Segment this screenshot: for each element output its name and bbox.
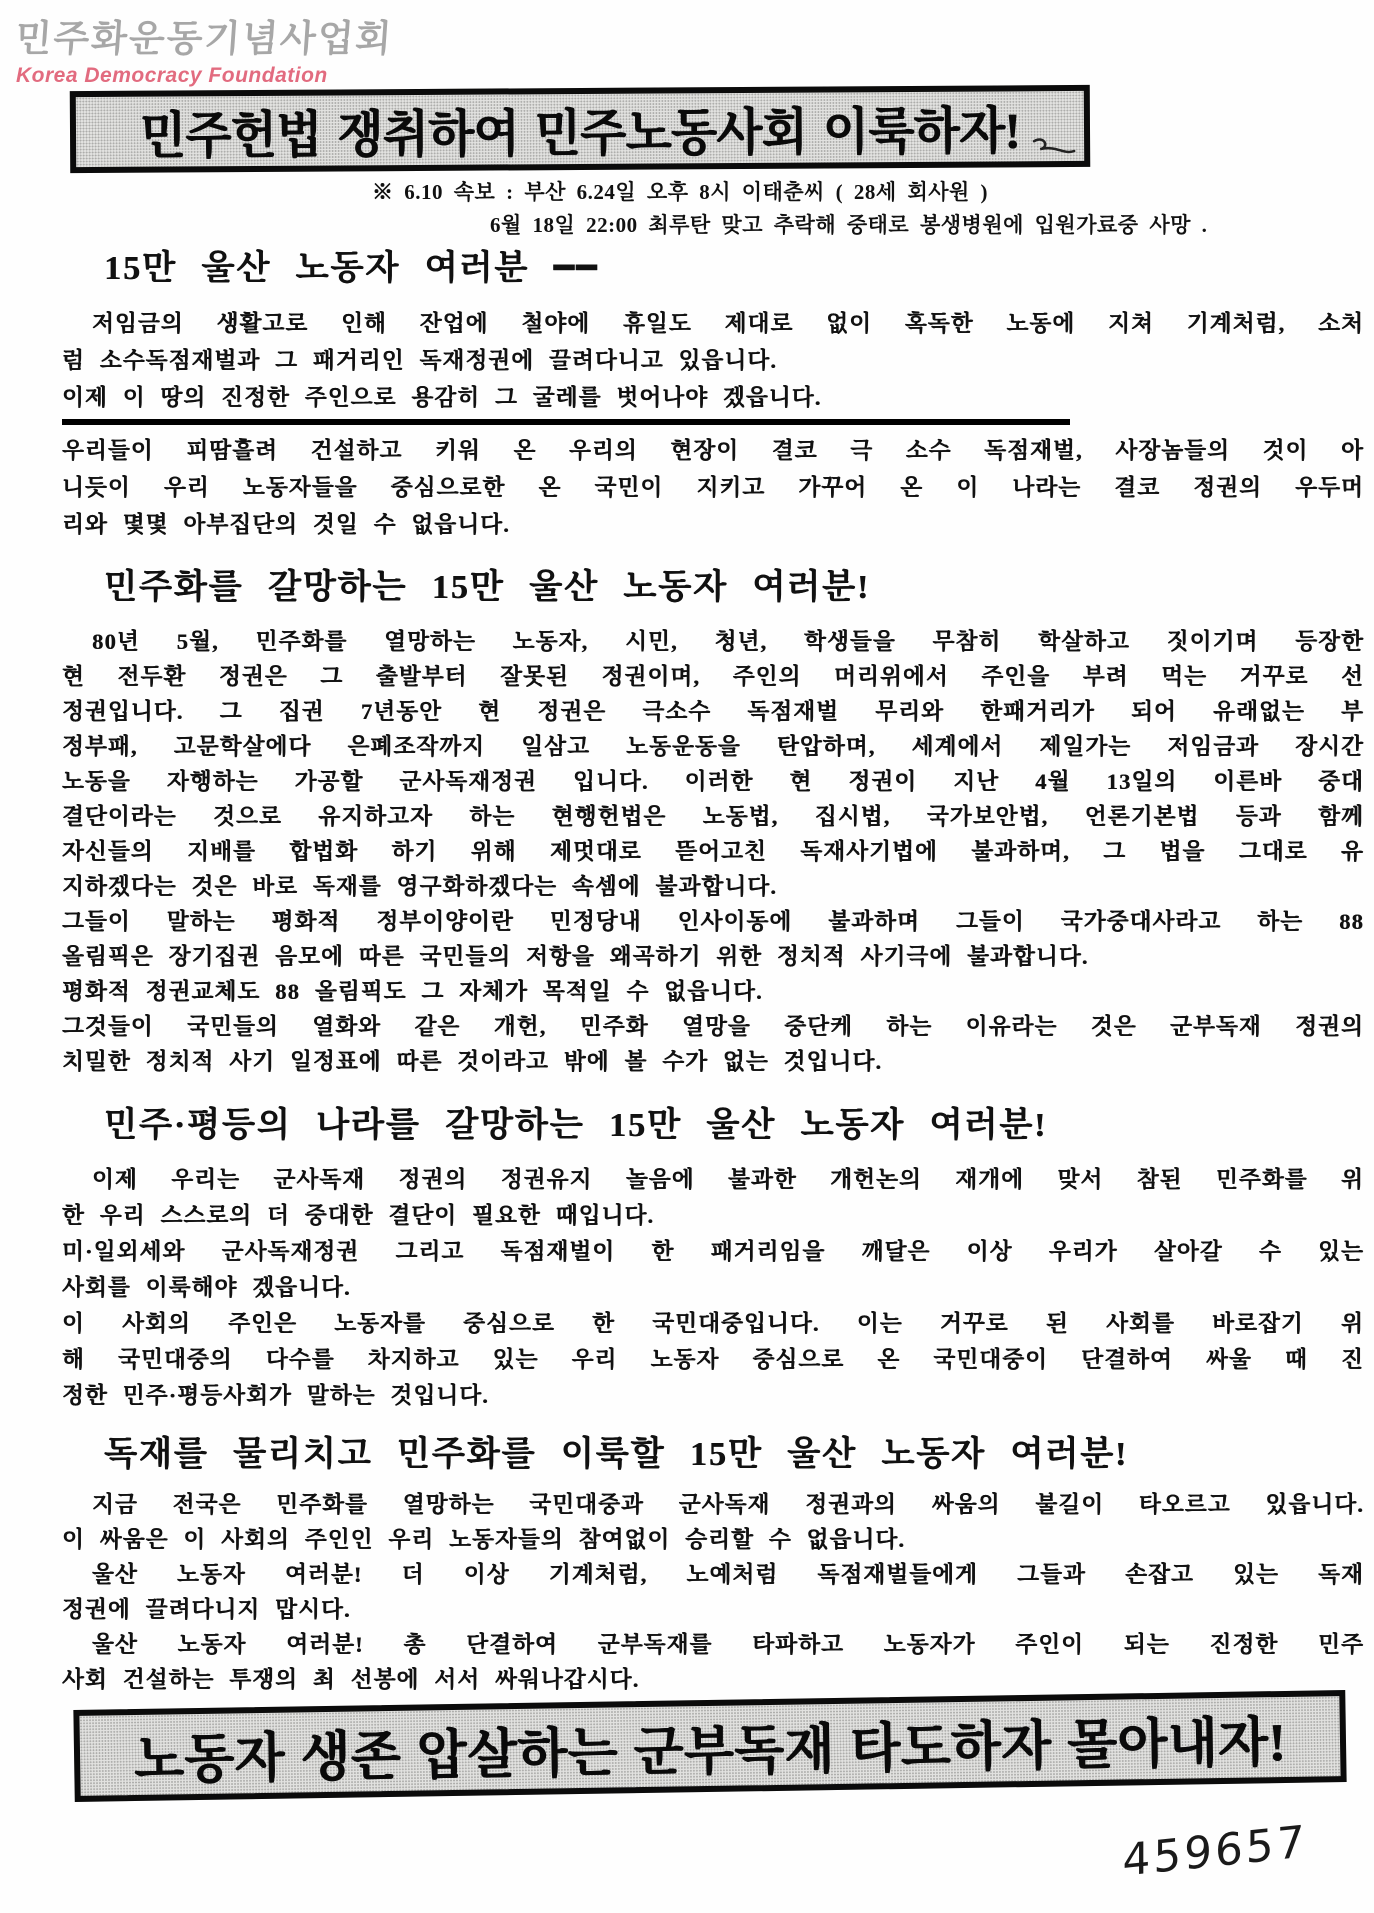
body-line: 미·일외세와 군사독재정권 그리고 독점재벌이 한 패거리임을 깨달은 이상 우리가 살아갈 수 있는	[62, 1239, 1364, 1264]
body-line: 그것들이 국민들의 열화와 같은 개헌, 민주화 열망을 중단케 하는 이유라는 것은 군부독재 정권의	[62, 1014, 1364, 1039]
body-line: 이 싸움은 이 사회의 주인인 우리 노동자들의 참여없이 승리할 수 없읍니다.	[62, 1527, 906, 1552]
body-line: 저임금의 생활고로 인해 잔업에 철야에 휴일도 제대로 없이 혹독한 노동에 지쳐 기계처럼, 소처	[92, 311, 1364, 336]
archive-logo	[16, 8, 393, 88]
logo-english-text: Korea Democracy Foundation	[16, 64, 328, 87]
body-line: 그들이 말하는 평화적 정부이양이란 민정당내 인사이동에 불과하며 그들이 국가중대사라고 하는 88	[62, 909, 1364, 934]
body-line: 해 국민대중의 다수를 차지하고 있는 우리 노동자 중심으로 온 국민대중이 단결하여 싸울 때 진	[62, 1347, 1364, 1372]
body-line: 결단이라는 것으로 유지하고자 하는 현행헌법은 노동법, 집시법, 국가보안법, 언론기본법 등과 함께	[62, 804, 1364, 829]
bulletin-note-line1: ※ 6.10 속보 : 부산 6.24일 오후 8시 이태춘씨 ( 28세 회사원 )	[372, 180, 989, 204]
body-line-underlined: 이제 이 땅의 진정한 주인으로 용감히 그 굴레를 벗어나야 겠읍니다.	[62, 379, 1070, 425]
section-heading-3: 민주·평등의 나라를 갈망하는 15만 울산 노동자 여러분!	[104, 1107, 1048, 1144]
body-line: 사회를 이룩해야 겠읍니다.	[62, 1275, 351, 1300]
bulletin-note-line2: 6월 18일 22:00 최루탄 맞고 추락해 중태로 봉생병원에 입원가료중 사망 .	[490, 213, 1208, 237]
bulletin-note	[372, 176, 1372, 239]
body-line: 이 사회의 주인은 노동자를 중심으로 한 국민대중입니다. 이는 거꾸로 된 사회를 바로잡기 위	[62, 1311, 1364, 1336]
leaflet-body	[62, 240, 1364, 1697]
pen-squiggle-icon	[1030, 133, 1078, 159]
handwritten-archive-number: 459657	[1122, 1816, 1308, 1887]
body-line: 치밀한 정치적 사기 일정표에 따른 것이라고 밖에 볼 수가 없는 것입니다.	[62, 1049, 883, 1074]
body-line: 정권에 끌려다니지 맙시다.	[62, 1597, 351, 1622]
body-line: 80년 5월, 민주화를 열망하는 노동자, 시민, 청년, 학생들을 무참히 학살하고 짓이기며 등장한	[92, 629, 1364, 654]
body-line: 지하겠다는 것은 바로 독재를 영구화하겠다는 속셈에 불과합니다.	[62, 874, 778, 899]
top-slogan-banner	[70, 85, 1090, 173]
body-line: 정권입니다. 그 집권 7년동안 현 정권은 극소수 독점재벌 무리와 한패거리가 되어 유래없는 부	[62, 699, 1364, 724]
bottom-slogan-banner	[73, 1690, 1346, 1802]
body-line: 리와 몇몇 아부집단의 것일 수 없읍니다.	[62, 512, 510, 537]
section-heading-2: 민주화를 갈망하는 15만 울산 노동자 여러분!	[104, 569, 871, 606]
top-slogan-text: 민주헌법 쟁취하여 민주노동사회 이룩하자!	[139, 103, 1021, 165]
body-line: 지금 전국은 민주화를 열망하는 국민대중과 군사독재 정권과의 싸움의 불길이 타오르고 있읍니다.	[92, 1492, 1364, 1517]
body-line: 우리들이 피땀흘려 건설하고 키워 온 우리의 현장이 결코 극 소수 독점재벌, 사장놈들의 것이 아	[62, 438, 1364, 463]
body-line: 자신들의 지배를 합법화 하기 위해 제멋대로 뜯어고친 독재사기법에 불과하며, 그 법을 그대로 유	[62, 839, 1364, 864]
body-line: 정한 민주·평등사회가 말하는 것입니다.	[62, 1383, 489, 1408]
body-line: 노동을 자행하는 가공할 군사독재정권 입니다. 이러한 현 정권이 지난 4월 13일의 이른바 중대	[62, 769, 1364, 794]
body-line: 올림픽은 장기집권 음모에 따른 국민들의 저항을 왜곡하기 위한 정치적 사기극에 불과합니다.	[62, 944, 1089, 969]
bottom-slogan-text: 노동자 생존 압살하는 군부독재 타도하자 몰아내자!	[133, 1713, 1287, 1791]
body-line: 사회 건설하는 투쟁의 최 선봉에 서서 싸워나갑시다.	[62, 1667, 640, 1692]
section-1-paragraph	[62, 305, 1364, 543]
section-4-paragraph	[62, 1487, 1364, 1697]
body-line: 니듯이 우리 노동자들을 중심으로한 온 국민이 지키고 가꾸어 온 이 나라는 결코 정권의 우두머	[62, 475, 1364, 500]
body-line: 울산 노동자 여러분! 총 단결하여 군부독재를 타파하고 노동자가 주인이 되는 진정한 민주	[92, 1632, 1364, 1657]
body-line: 평화적 정권교체도 88 올림픽도 그 자체가 목적일 수 없읍니다.	[62, 979, 763, 1004]
body-line: 이제 우리는 군사독재 정권의 정권유지 놀음에 불과한 개헌논의 재개에 맞서 참된 민주화를 위	[92, 1167, 1364, 1192]
body-line: 울산 노동자 여러분! 더 이상 기계처럼, 노예처럼 독점재벌들에게 그들과 손잡고 있는 독재	[92, 1562, 1364, 1587]
section-2-paragraph	[62, 624, 1364, 1079]
body-line: 럼 소수독점재벌과 그 패거리인 독재정권에 끌려다니고 있읍니다.	[62, 348, 778, 373]
section-3-paragraph	[62, 1162, 1364, 1414]
body-line: 정부패, 고문학살에다 은폐조작까지 일삼고 노동운동을 탄압하며, 세계에서 제일가는 저임금과 장시간	[62, 734, 1364, 759]
body-line: 한 우리 스스로의 더 중대한 결단이 필요한 때입니다.	[62, 1203, 655, 1228]
logo-korean-text: 민주화운동기념사업회	[14, 17, 395, 60]
section-heading-1: 15만 울산 노동자 여러분 ━━	[104, 250, 599, 287]
body-line: 현 전두환 정권은 그 출발부터 잘못된 정권이며, 주인의 머리위에서 주인을 부려 먹는 거꾸로 선	[62, 664, 1364, 689]
section-heading-4: 독재를 물리치고 민주화를 이룩할 15만 울산 노동자 여러분!	[104, 1436, 1129, 1473]
